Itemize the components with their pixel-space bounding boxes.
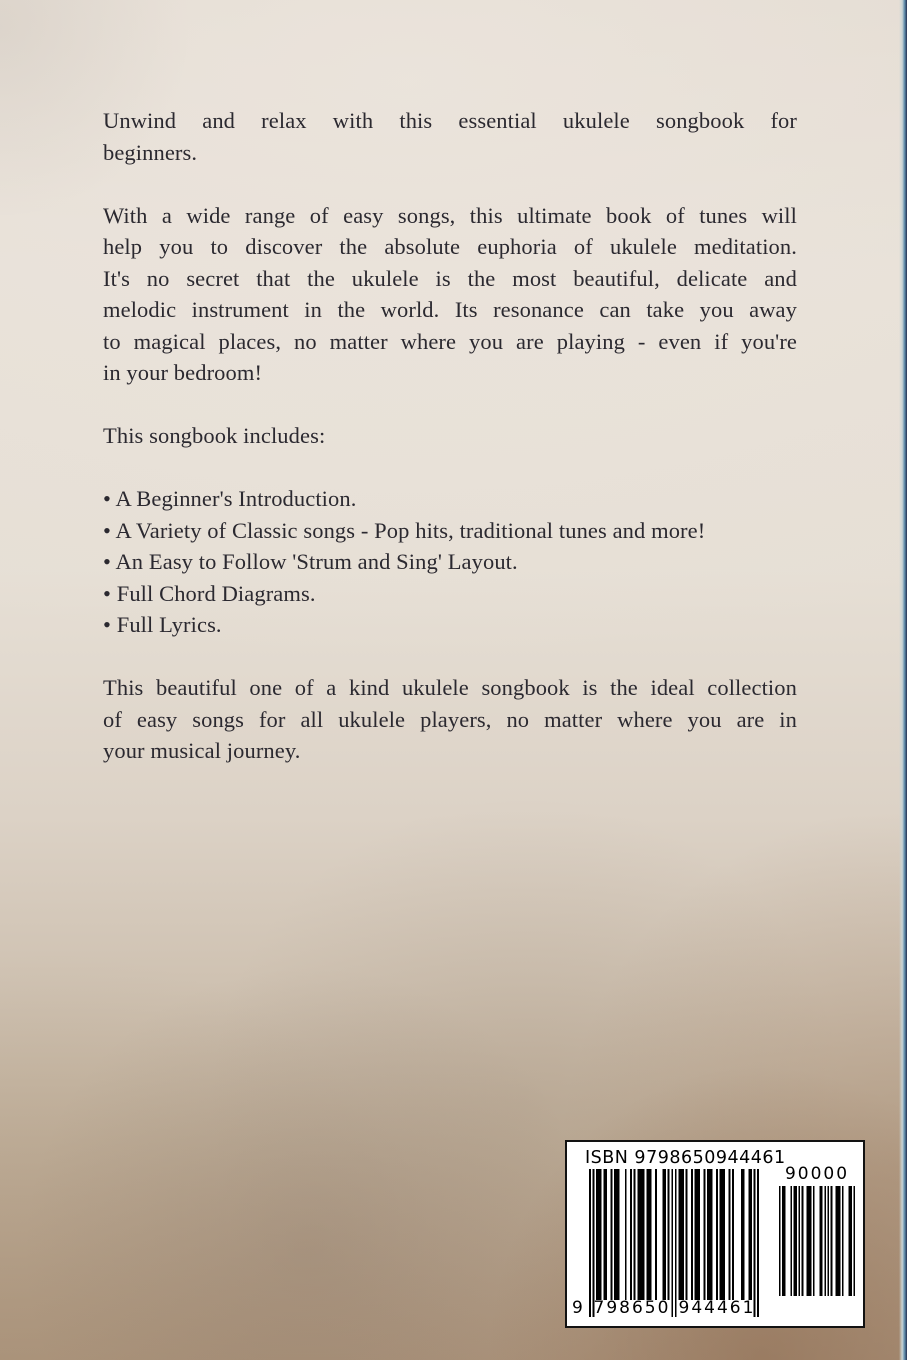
closing-paragraph (103, 672, 797, 767)
barcode-panel (565, 1140, 865, 1328)
blurb-line: This beautiful one of a kind ukulele songbook is the ideal collection (103, 675, 797, 700)
bullet-item: • Full Lyrics. (103, 612, 222, 637)
bullet-item: • A Variety of Classic songs - Pop hits, traditional tunes and more! (103, 517, 706, 543)
barcode-digits-right: 944461 (678, 1298, 756, 1318)
ean13-barcode (572, 1169, 759, 1318)
description-paragraph (103, 200, 797, 389)
blurb-line: Unwind and relax with this essential ukulele songbook for (103, 108, 797, 133)
blurb-line: melodic instrument in the world. Its resonance can take you away (103, 297, 797, 322)
bullet-list (103, 483, 797, 641)
bullet-item: • An Easy to Follow 'Strum and Sing' Layout. (103, 549, 518, 574)
book-edge-strip (899, 0, 907, 1360)
barcode-digits-left: 798650 (593, 1298, 671, 1318)
price-code-label: 90000 (784, 1164, 850, 1184)
blurb-line: your musical journey. (103, 738, 301, 763)
intro-paragraph (103, 105, 797, 168)
blurb-line: With a wide range of easy songs, this ultimate book of tunes will (103, 202, 797, 228)
bullet-item: • Full Chord Diagrams. (103, 580, 316, 606)
blurb-line: It's no secret that the ukulele is the most beautiful, delicate and (103, 265, 797, 291)
ean5-barcode (779, 1186, 855, 1296)
includes-heading (103, 420, 797, 452)
heading-line: This songbook includes: (103, 423, 326, 448)
price-supplement (779, 1164, 855, 1296)
barcode-digit-prefix: 9 (572, 1298, 583, 1318)
blurb-line: in your bedroom! (103, 360, 263, 385)
bullet-item: • A Beginner's Introduction. (103, 486, 357, 511)
blurb-line: of easy songs for all ukulele players, no matter where you are in (103, 706, 797, 732)
blurb (103, 105, 797, 798)
isbn-label: ISBN 9798650944461 (585, 1148, 786, 1168)
blurb-line: help you to discover the absolute euphoria of ukulele meditation. (103, 234, 797, 259)
blurb-line: beginners. (103, 139, 198, 165)
blurb-line: to magical places, no matter where you are playing - even if you're (103, 328, 797, 354)
